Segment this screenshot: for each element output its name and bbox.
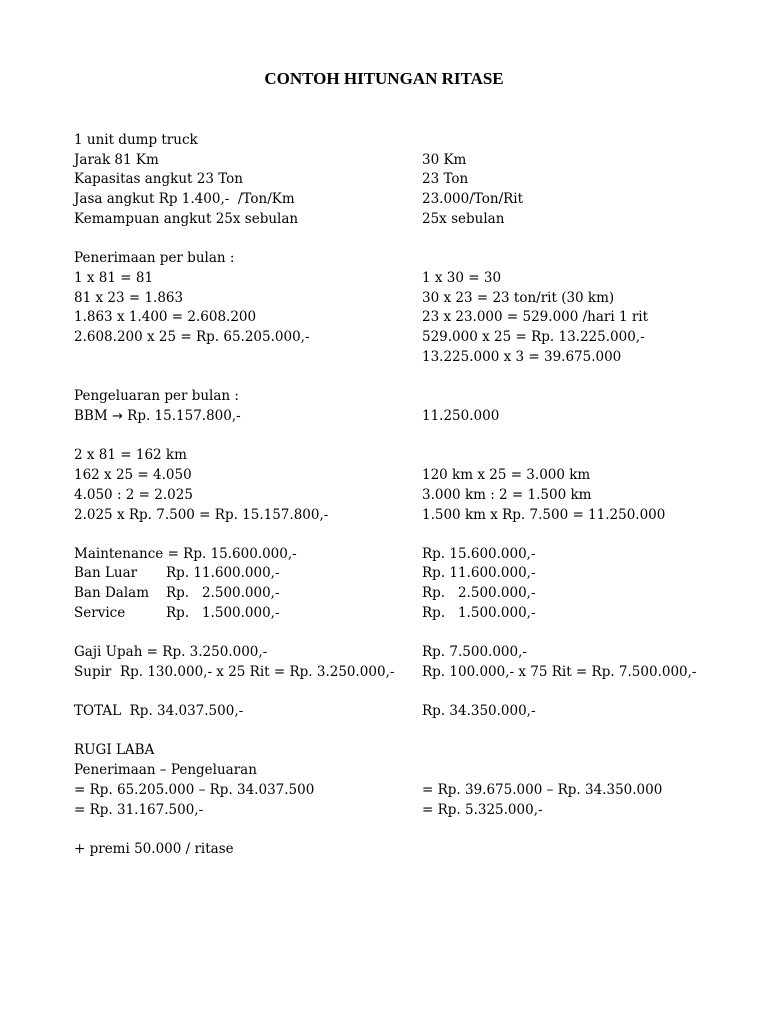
right-bbm-calc-line-4: 1.500 km x Rp. 7.500 = 11.250.000 bbox=[422, 507, 666, 523]
document-title: CONTOH HITUNGAN RITASE bbox=[264, 69, 504, 88]
rugi-laba-heading: RUGI LABA bbox=[74, 742, 155, 758]
right-gaji-value: Rp. 7.500.000,- bbox=[422, 644, 527, 660]
penerimaan-line-3: 1.863 x 1.400 = 2.608.200 bbox=[74, 309, 257, 325]
rugi-laba-line-2: = Rp. 31.167.500,- bbox=[74, 802, 204, 818]
ban-luar-line bbox=[74, 564, 280, 582]
service-line bbox=[74, 604, 280, 622]
arrow-right-icon: → bbox=[111, 409, 123, 424]
jarak-text: Jarak 81 Km bbox=[74, 152, 159, 168]
bbm-calc-line-3: 4.050 : 2 = 2.025 bbox=[74, 487, 193, 503]
right-maintenance-value: Rp. 15.600.000,- bbox=[422, 546, 536, 562]
right-kapasitas-text: 23 Ton bbox=[422, 171, 469, 187]
ban-luar-label: Ban Luar bbox=[74, 565, 138, 581]
premi-line: + premi 50.000 / ritase bbox=[74, 841, 234, 857]
service-label: Service bbox=[74, 605, 126, 621]
gaji-line: Gaji Upah = Rp. 3.250.000,- bbox=[74, 644, 268, 660]
rugi-laba-formula: Penerimaan – Pengeluaran bbox=[74, 762, 257, 778]
penerimaan-line-2: 81 x 23 = 1.863 bbox=[74, 290, 184, 306]
right-penerimaan-line-5: 13.225.000 x 3 = 39.675.000 bbox=[422, 349, 622, 365]
right-total-value: Rp. 34.350.000,- bbox=[422, 703, 536, 719]
bbm-calc-line-2: 162 x 25 = 4.050 bbox=[74, 467, 192, 483]
kapasitas-text: Kapasitas angkut 23 Ton bbox=[74, 171, 243, 187]
right-kemampuan-text: 25x sebulan bbox=[422, 211, 505, 227]
supir-line: Supir Rp. 130.000,- x 25 Rit = Rp. 3.250.000,- bbox=[74, 664, 395, 680]
bbm-line bbox=[74, 407, 241, 426]
right-penerimaan-line-1: 1 x 30 = 30 bbox=[422, 270, 502, 286]
penerimaan-line-1: 1 x 81 = 81 bbox=[74, 270, 154, 286]
penerimaan-line-4: 2.608.200 x 25 = Rp. 65.205.000,- bbox=[74, 329, 310, 345]
kemampuan-text: Kemampuan angkut 25x sebulan bbox=[74, 211, 299, 227]
right-jasa-text: 23.000/Ton/Rit bbox=[422, 191, 524, 207]
right-jarak-text: 30 Km bbox=[422, 152, 467, 168]
right-penerimaan-line-4: 529.000 x 25 = Rp. 13.225.000,- bbox=[422, 329, 645, 345]
right-bbm-calc-line-3: 3.000 km : 2 = 1.500 km bbox=[422, 487, 592, 503]
bbm-label: BBM bbox=[74, 408, 108, 424]
bbm-calc-line-4: 2.025 x Rp. 7.500 = Rp. 15.157.800,- bbox=[74, 507, 329, 523]
ban-dalam-value: Rp. 2.500.000,- bbox=[166, 585, 280, 601]
right-ban-dalam-value: Rp. 2.500.000,- bbox=[422, 585, 536, 601]
right-rugi-laba-line-2: = Rp. 5.325.000,- bbox=[422, 802, 543, 818]
right-bbm-calc-line-2: 120 km x 25 = 3.000 km bbox=[422, 467, 591, 483]
pengeluaran-heading: Pengeluaran per bulan : bbox=[74, 388, 239, 404]
bbm-value: Rp. 15.157.800,- bbox=[127, 408, 241, 424]
right-service-value: Rp. 1.500.000,- bbox=[422, 605, 536, 621]
rugi-laba-line-1: = Rp. 65.205.000 – Rp. 34.037.500 bbox=[74, 782, 315, 798]
ban-dalam-label: Ban Dalam bbox=[74, 585, 149, 601]
bbm-calc-line-1: 2 x 81 = 162 km bbox=[74, 447, 187, 463]
right-supir-line: Rp. 100.000,- x 75 Rit = Rp. 7.500.000,- bbox=[422, 664, 697, 680]
right-ban-luar-value: Rp. 11.600.000,- bbox=[422, 565, 536, 581]
service-value: Rp. 1.500.000,- bbox=[166, 605, 280, 621]
right-penerimaan-line-3: 23 x 23.000 = 529.000 /hari 1 rit bbox=[422, 309, 649, 325]
right-rugi-laba-line-1: = Rp. 39.675.000 – Rp. 34.350.000 bbox=[422, 782, 663, 798]
right-bbm-value: 11.250.000 bbox=[422, 408, 500, 424]
ban-luar-value: Rp. 11.600.000,- bbox=[166, 565, 280, 581]
penerimaan-heading: Penerimaan per bulan : bbox=[74, 250, 235, 266]
jasa-text: Jasa angkut Rp 1.400,- /Ton/Km bbox=[74, 191, 295, 207]
right-penerimaan-line-2: 30 x 23 = 23 ton/rit (30 km) bbox=[422, 290, 615, 306]
unit-text: 1 unit dump truck bbox=[74, 132, 198, 148]
ban-dalam-line bbox=[74, 584, 280, 602]
maintenance-line: Maintenance = Rp. 15.600.000,- bbox=[74, 546, 297, 562]
total-line: TOTAL Rp. 34.037.500,- bbox=[74, 703, 244, 719]
